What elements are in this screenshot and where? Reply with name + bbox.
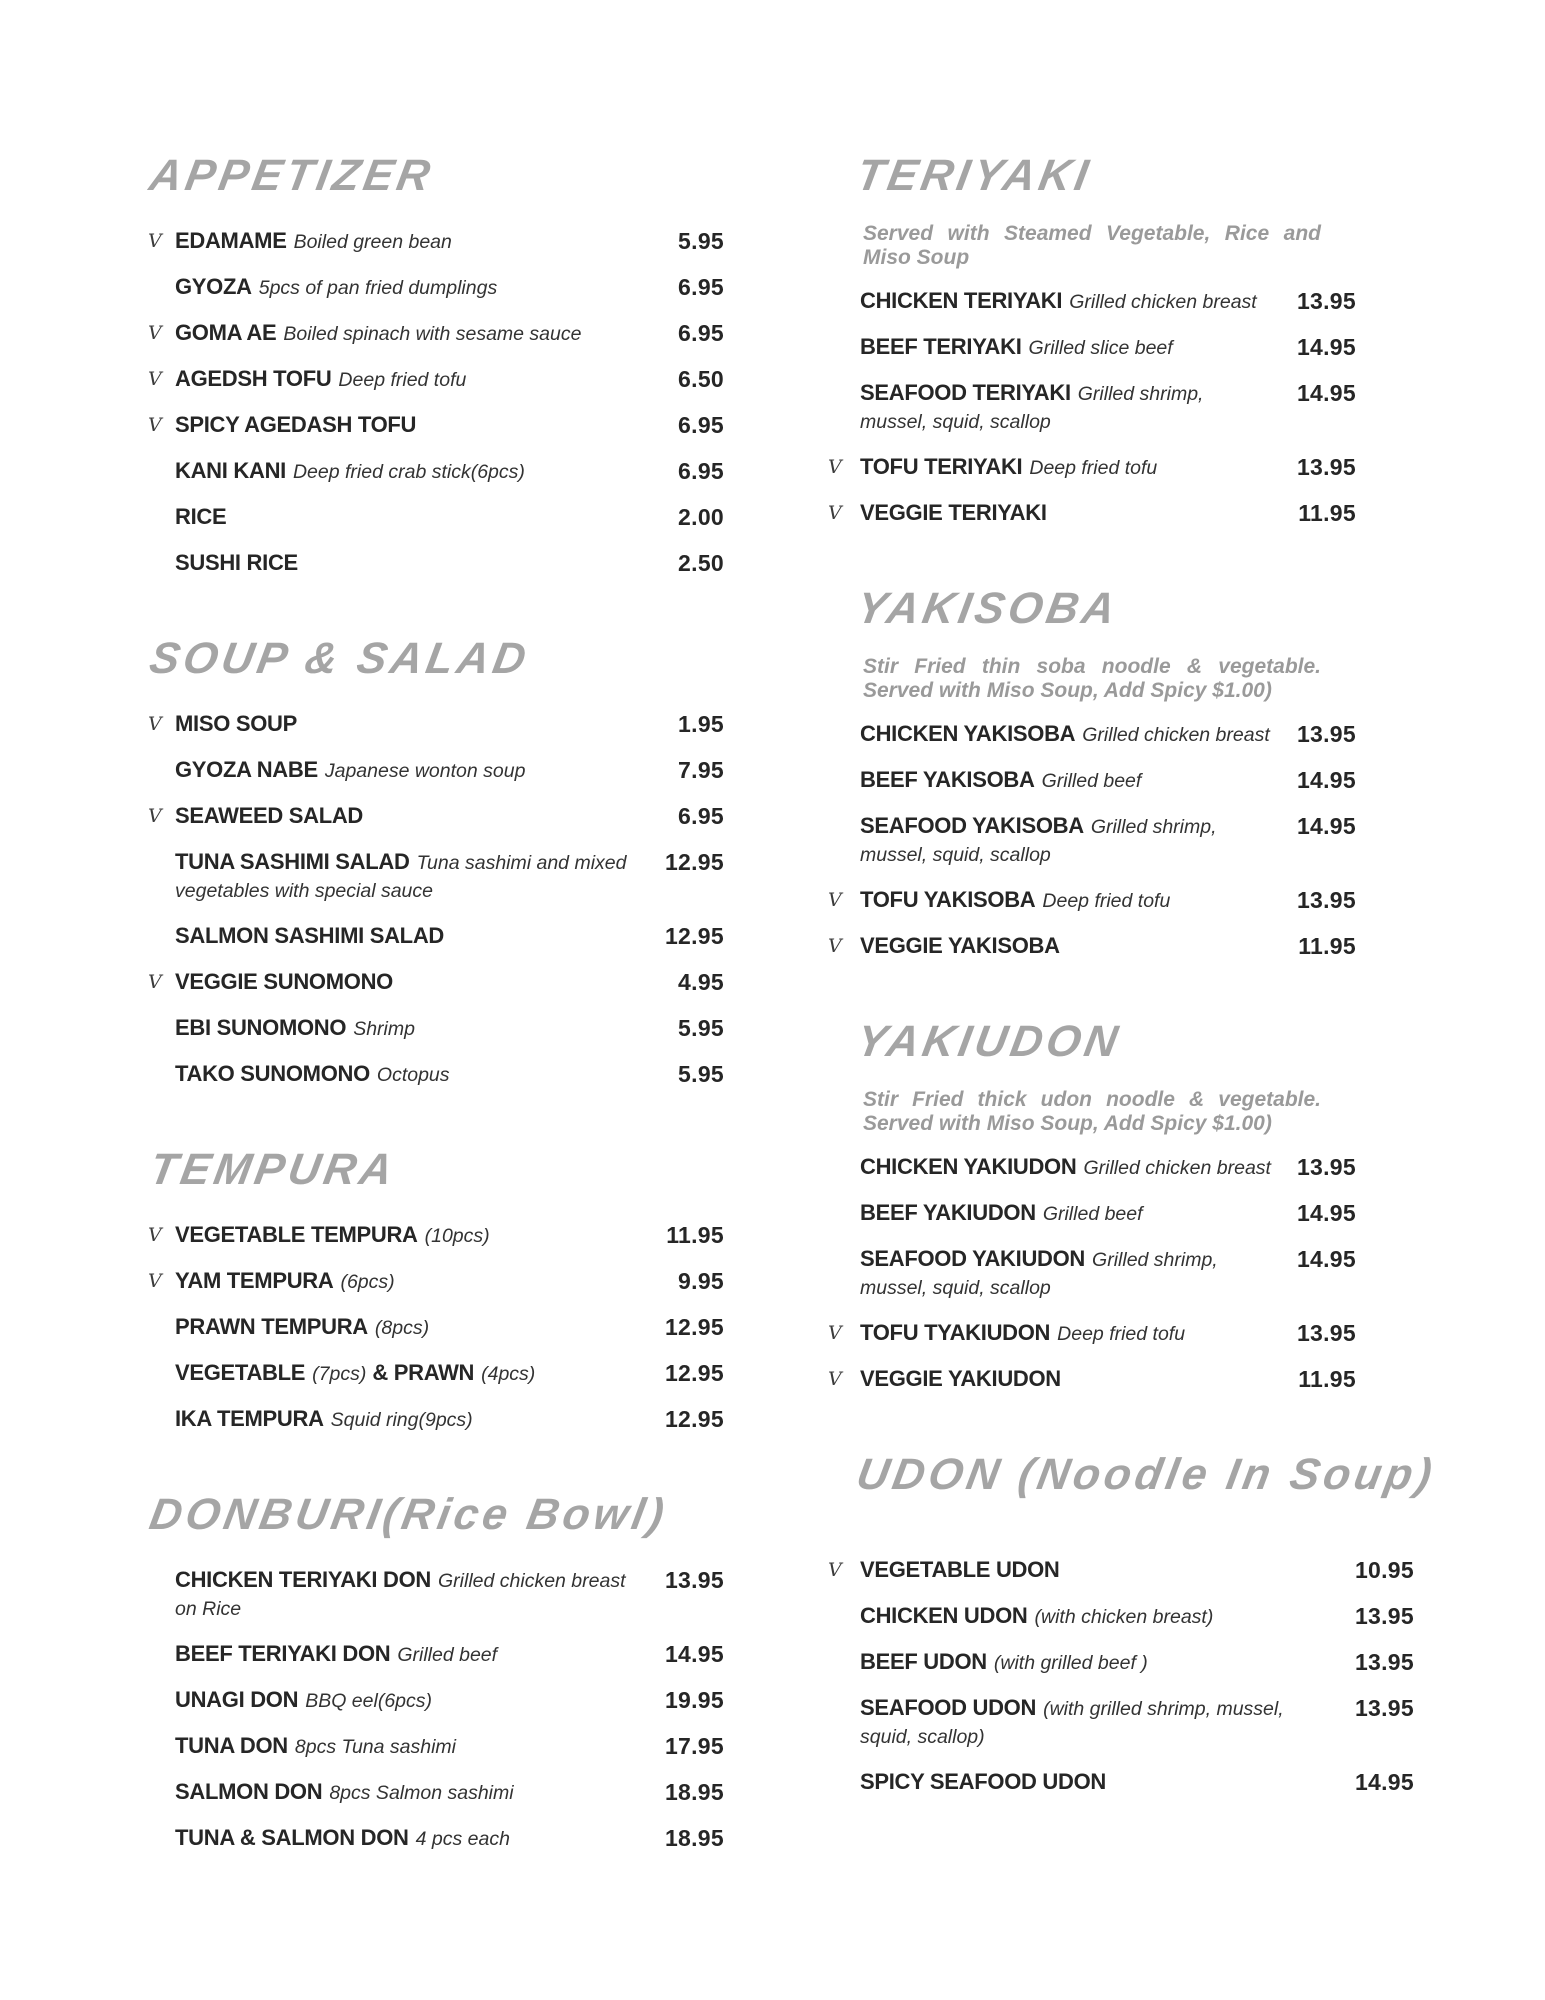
menu-item-row	[826, 721, 1356, 750]
item-price: 11.95	[1298, 933, 1356, 959]
item-text	[860, 1649, 1330, 1678]
item-text	[175, 969, 644, 998]
item-name: SALMON SASHIMI SALAD	[175, 923, 445, 948]
vegetarian-mark: V	[148, 414, 162, 436]
vegetarian-mark: V	[828, 1559, 842, 1581]
item-price: 14.95	[664, 1641, 724, 1667]
menu-section-yakisoba	[826, 585, 1356, 962]
item-price: 5.95	[678, 1061, 724, 1087]
menu-item-row	[146, 757, 724, 786]
item-price: 12.95	[664, 849, 724, 875]
menu-item-row	[146, 1314, 724, 1343]
item-description: 4 pcs each	[415, 1828, 510, 1850]
section-title: DONBURI(Rice Bowl)	[146, 1490, 672, 1539]
menu-item-row	[146, 711, 724, 740]
menu-item-row	[146, 1222, 724, 1251]
item-description: Grilled chicken breast	[1069, 291, 1257, 313]
item-text	[860, 721, 1272, 750]
menu-item-row	[826, 1603, 1414, 1632]
menu-item-row	[146, 550, 724, 579]
item-name: CHICKEN UDON	[860, 1603, 1028, 1628]
vegetarian-mark: V	[148, 1270, 162, 1292]
item-description: Deep fried tofu	[1029, 457, 1158, 479]
item-name: SEAWEED SALAD	[175, 803, 364, 828]
vegetarian-mark: V	[828, 935, 842, 957]
item-name: EBI SUNOMONO	[175, 1015, 347, 1040]
section-subtitle: Served with Steamed Vegetable, Rice and Miso Soup	[863, 222, 1321, 269]
item-description: 8pcs Tuna sashimi	[294, 1736, 457, 1758]
item-description: Grilled chicken breast on Rice	[175, 1570, 626, 1620]
item-name: BEEF YAKISOBA	[860, 767, 1035, 792]
menu-item-row	[826, 1366, 1356, 1395]
item-price: 14.95	[1296, 813, 1356, 839]
item-description: Boiled green bean	[293, 231, 452, 253]
menu-item-row	[146, 1015, 724, 1044]
item-description: Deep fried tofu	[338, 369, 467, 391]
item-price: 14.95	[1296, 380, 1356, 406]
item-text	[860, 1769, 1330, 1798]
menu-item-row	[826, 1649, 1414, 1678]
menu-item-row	[826, 933, 1356, 962]
menu-item-row	[146, 849, 724, 906]
menu-item-row	[826, 380, 1356, 437]
menu-item-row	[146, 1733, 724, 1762]
menu-item-row	[146, 1567, 724, 1624]
item-price: 9.95	[678, 1268, 724, 1294]
item-text	[175, 803, 644, 832]
item-text	[175, 412, 644, 441]
menu-item-row	[146, 366, 724, 395]
item-text	[175, 1406, 644, 1435]
menu-item-row	[826, 1154, 1356, 1183]
vegetarian-mark: V	[828, 1322, 842, 1344]
item-description: BBQ eel(6pcs)	[305, 1690, 433, 1712]
item-name: BEEF TERIYAKI	[860, 334, 1022, 359]
section-title: YAKISOBA	[853, 584, 1123, 633]
menu-item-row	[826, 887, 1356, 916]
item-name: SPICY SEAFOOD UDON	[860, 1769, 1107, 1794]
item-text	[175, 711, 644, 740]
item-description: Grilled shrimp, mussel, squid, scallop	[860, 1249, 1218, 1299]
menu-item-row	[826, 813, 1356, 870]
item-price: 13.95	[1296, 721, 1356, 747]
menu-item-row	[146, 1268, 724, 1297]
item-name: TUNA DON	[175, 1733, 288, 1758]
item-price: 6.50	[678, 366, 724, 392]
item-text	[175, 923, 644, 952]
item-name: VEGETABLE UDON	[860, 1557, 1060, 1582]
item-text	[860, 767, 1272, 796]
menu-section-soup-salad	[146, 635, 724, 1090]
menu-item-row	[826, 1557, 1414, 1586]
menu-section-tempura	[146, 1146, 724, 1435]
item-name: GYOZA	[175, 274, 252, 299]
item-name: CHICKEN TERIYAKI DON	[175, 1567, 431, 1592]
item-text	[175, 849, 644, 906]
item-price: 12.95	[664, 1406, 724, 1432]
item-description: (8pcs)	[374, 1317, 430, 1339]
menu-item-row	[826, 454, 1356, 483]
item-price: 1.95	[678, 711, 724, 737]
item-name: VEGETABLE TEMPURA	[175, 1222, 418, 1247]
menu-item-row	[826, 288, 1356, 317]
item-text	[175, 1268, 644, 1297]
item-price: 13.95	[1296, 1154, 1356, 1180]
item-description: 8pcs Salmon sashimi	[329, 1782, 514, 1804]
item-description: Deep fried tofu	[1042, 890, 1171, 912]
item-text	[175, 504, 644, 533]
item-name: VEGGIE TERIYAKI	[860, 500, 1047, 525]
section-title: TERIYAKI	[853, 151, 1096, 200]
item-price: 14.95	[1296, 767, 1356, 793]
menu-item-row	[146, 412, 724, 441]
item-text	[175, 1222, 644, 1251]
item-name: BEEF UDON	[860, 1649, 987, 1674]
section-title: TEMPURA	[146, 1145, 401, 1194]
item-name: CHICKEN TERIYAKI	[860, 288, 1063, 313]
item-name: TUNA & SALMON DON	[175, 1825, 409, 1850]
item-text	[860, 454, 1272, 483]
item-price: 12.95	[664, 1314, 724, 1340]
section-title: APPETIZER	[146, 151, 438, 200]
item-name: PRAWN TEMPURA	[175, 1314, 368, 1339]
menu-item-row	[146, 1687, 724, 1716]
menu-item-row	[146, 228, 724, 257]
item-description: (10pcs)	[424, 1225, 490, 1247]
item-name: TOFU TYAKIUDON	[860, 1320, 1051, 1345]
menu-item-row	[146, 1061, 724, 1090]
menu-item-row	[146, 320, 724, 349]
item-name: VEGETABLE	[175, 1360, 306, 1385]
menu-item-row	[826, 767, 1356, 796]
item-description: Grilled shrimp, mussel, squid, scallop	[860, 383, 1204, 433]
section-subtitle: Stir Fried thin soba noodle & vegetable. Served with Miso Soup, Add Spicy $1.00)	[863, 655, 1321, 702]
menu-item-row	[826, 500, 1356, 529]
item-name: CHICKEN YAKIUDON	[860, 1154, 1077, 1179]
item-description: Japanese wonton soup	[324, 760, 526, 782]
item-text	[860, 1603, 1330, 1632]
item-price: 13.95	[664, 1567, 724, 1593]
menu-item-row	[146, 803, 724, 832]
item-description: Shrimp	[353, 1018, 415, 1040]
item-price: 13.95	[1354, 1649, 1414, 1675]
item-description: (with grilled shrimp, mussel, squid, scallop)	[860, 1698, 1284, 1748]
item-description: Grilled chicken breast	[1083, 1157, 1271, 1179]
item-description: (with grilled beef )	[993, 1652, 1148, 1674]
item-description: Deep fried crab stick(6pcs)	[292, 461, 525, 483]
item-price: 18.95	[664, 1825, 724, 1851]
menu-column-left	[146, 152, 724, 1910]
item-text	[860, 813, 1272, 870]
menu-item-row	[826, 1246, 1356, 1303]
item-text	[175, 1314, 644, 1343]
section-title: UDON (Noodle In Soup)	[853, 1450, 1440, 1499]
item-name: SEAFOOD TERIYAKI	[860, 380, 1071, 405]
item-description: Grilled shrimp, mussel, squid, scallop	[860, 816, 1217, 866]
item-text	[175, 228, 644, 257]
item-name: BEEF TERIYAKI DON	[175, 1641, 391, 1666]
vegetarian-mark: V	[148, 713, 162, 735]
menu-item-row	[146, 1825, 724, 1854]
item-description: Boiled spinach with sesame sauce	[283, 323, 582, 345]
item-text	[860, 380, 1272, 437]
menu-item-row	[826, 1769, 1414, 1798]
vegetarian-mark: V	[828, 1368, 842, 1390]
item-price: 14.95	[1296, 1246, 1356, 1272]
vegetarian-mark: V	[828, 502, 842, 524]
item-text	[175, 1733, 644, 1762]
item-text	[175, 1779, 644, 1808]
item-name: SALMON DON	[175, 1779, 323, 1804]
item-text	[860, 1557, 1330, 1586]
item-price: 11.95	[1298, 500, 1356, 526]
item-text	[175, 320, 644, 349]
menu-column-right	[826, 151, 1440, 1854]
menu-section-yakiudon	[826, 1018, 1356, 1395]
item-text	[860, 887, 1272, 916]
item-text	[175, 1567, 644, 1624]
item-text	[175, 1015, 644, 1044]
item-name: MISO SOUP	[175, 711, 297, 736]
vegetarian-mark: V	[148, 230, 162, 252]
vegetarian-mark: V	[148, 322, 162, 344]
item-text	[175, 1825, 644, 1854]
item-text	[175, 274, 644, 303]
item-name: VEGGIE YAKISOBA	[860, 933, 1060, 958]
item-price: 5.95	[678, 1015, 724, 1041]
item-text	[860, 288, 1272, 317]
vegetarian-mark: V	[148, 368, 162, 390]
item-name: CHICKEN YAKISOBA	[860, 721, 1076, 746]
item-name: TAKO SUNOMONO	[175, 1061, 370, 1086]
menu-item-row	[146, 274, 724, 303]
item-text	[175, 1360, 644, 1389]
item-name: AGEDSH TOFU	[175, 366, 332, 391]
menu-item-row	[146, 1779, 724, 1808]
item-text	[860, 1366, 1272, 1395]
item-price: 12.95	[664, 1360, 724, 1386]
item-description: Deep fried tofu	[1057, 1323, 1186, 1345]
item-price: 2.00	[678, 504, 724, 530]
item-name: SEAFOOD YAKIUDON	[860, 1246, 1086, 1271]
menu-item-row	[146, 458, 724, 487]
item-text	[860, 1154, 1272, 1183]
item-text	[175, 366, 644, 395]
item-name: SPICY AGEDASH TOFU	[175, 412, 417, 437]
item-price: 13.95	[1296, 454, 1356, 480]
item-price: 11.95	[1298, 1366, 1356, 1392]
menu-item-row	[146, 923, 724, 952]
item-name: SEAFOOD UDON	[860, 1695, 1037, 1720]
menu-item-row	[146, 504, 724, 533]
item-description: Tuna sashimi and mixed vegetables with special sauce	[175, 852, 627, 902]
item-name: SEAFOOD YAKISOBA	[860, 813, 1084, 838]
item-text	[175, 1687, 644, 1716]
item-price: 13.95	[1296, 1320, 1356, 1346]
menu-section-udon	[826, 1450, 1440, 1798]
item-price: 13.95	[1296, 288, 1356, 314]
item-price: 6.95	[678, 458, 724, 484]
menu-section-teriyaki	[826, 152, 1356, 529]
item-description: (7pcs)	[312, 1363, 367, 1385]
section-subtitle: Stir Fried thick udon noodle & vegetable. Served with Miso Soup, Add Spicy $1.00)	[863, 1088, 1321, 1135]
item-name: TOFU YAKISOBA	[860, 887, 1036, 912]
item-name-2: & PRAWN	[372, 1360, 475, 1385]
item-price: 5.95	[678, 228, 724, 254]
vegetarian-mark: V	[828, 889, 842, 911]
item-name: VEGGIE SUNOMONO	[175, 969, 393, 994]
item-description: Grilled slice beef	[1028, 337, 1173, 359]
item-price: 6.95	[678, 803, 724, 829]
item-text	[175, 458, 644, 487]
item-name: SUSHI RICE	[175, 550, 298, 575]
item-price: 11.95	[666, 1222, 724, 1248]
menu-item-row	[826, 1320, 1356, 1349]
item-name: TUNA SASHIMI SALAD	[175, 849, 410, 874]
vegetarian-mark: V	[148, 971, 162, 993]
item-price: 13.95	[1354, 1603, 1414, 1629]
vegetarian-mark: V	[148, 805, 162, 827]
item-text	[175, 550, 644, 579]
item-description: Squid ring(9pcs)	[330, 1409, 473, 1431]
item-price: 7.95	[678, 757, 724, 783]
item-price: 2.50	[678, 550, 724, 576]
item-price: 4.95	[678, 969, 724, 995]
item-name: KANI KANI	[175, 458, 286, 483]
menu-item-row	[826, 334, 1356, 363]
item-price: 10.95	[1354, 1557, 1414, 1583]
item-description: 5pcs of pan fried dumplings	[258, 277, 498, 299]
item-name: GOMA AE	[175, 320, 277, 345]
item-name: UNAGI DON	[175, 1687, 299, 1712]
item-text	[860, 334, 1272, 363]
item-description: (with chicken breast)	[1034, 1606, 1214, 1628]
item-price: 14.95	[1296, 334, 1356, 360]
item-price: 13.95	[1296, 887, 1356, 913]
item-description: Grilled beef	[1042, 1203, 1143, 1225]
item-text	[860, 933, 1272, 962]
item-description: Grilled beef	[397, 1644, 498, 1666]
item-text	[860, 500, 1272, 529]
item-price: 6.95	[678, 412, 724, 438]
item-description: Grilled chicken breast	[1082, 724, 1270, 746]
item-text	[860, 1246, 1272, 1303]
menu-item-row	[146, 1641, 724, 1670]
item-price: 18.95	[664, 1779, 724, 1805]
item-price: 14.95	[1354, 1769, 1414, 1795]
item-text	[860, 1200, 1272, 1229]
item-price: 19.95	[664, 1687, 724, 1713]
item-name: GYOZA NABE	[175, 757, 318, 782]
item-name: RICE	[175, 504, 227, 529]
item-text	[860, 1695, 1330, 1752]
section-title: YAKIUDON	[853, 1017, 1126, 1066]
item-price: 6.95	[678, 274, 724, 300]
item-text	[175, 1641, 644, 1670]
item-name: TOFU TERIYAKI	[860, 454, 1023, 479]
menu-section-donburi	[146, 1491, 724, 1854]
vegetarian-mark: V	[828, 456, 842, 478]
item-name: YAM TEMPURA	[175, 1268, 334, 1293]
menu-item-row	[826, 1695, 1414, 1752]
item-name: BEEF YAKIUDON	[860, 1200, 1036, 1225]
item-price: 6.95	[678, 320, 724, 346]
item-description: Grilled beef	[1041, 770, 1142, 792]
item-price: 17.95	[664, 1733, 724, 1759]
item-name: EDAMAME	[175, 228, 287, 253]
item-name: VEGGIE YAKIUDON	[860, 1366, 1061, 1391]
menu-section-appetizer	[146, 152, 724, 579]
menu-item-row	[146, 969, 724, 998]
item-price: 12.95	[664, 923, 724, 949]
menu-item-row	[146, 1406, 724, 1435]
item-text	[175, 1061, 644, 1090]
item-price: 13.95	[1354, 1695, 1414, 1721]
item-name: IKA TEMPURA	[175, 1406, 324, 1431]
item-text	[175, 757, 644, 786]
item-description: Octopus	[376, 1064, 450, 1086]
vegetarian-mark: V	[148, 1224, 162, 1246]
item-description-2: (4pcs)	[481, 1363, 536, 1385]
item-price: 14.95	[1296, 1200, 1356, 1226]
section-title: SOUP & SALAD	[146, 634, 534, 683]
item-text	[860, 1320, 1272, 1349]
menu-item-row	[826, 1200, 1356, 1229]
menu-item-row	[146, 1360, 724, 1389]
item-description: (6pcs)	[340, 1271, 395, 1293]
